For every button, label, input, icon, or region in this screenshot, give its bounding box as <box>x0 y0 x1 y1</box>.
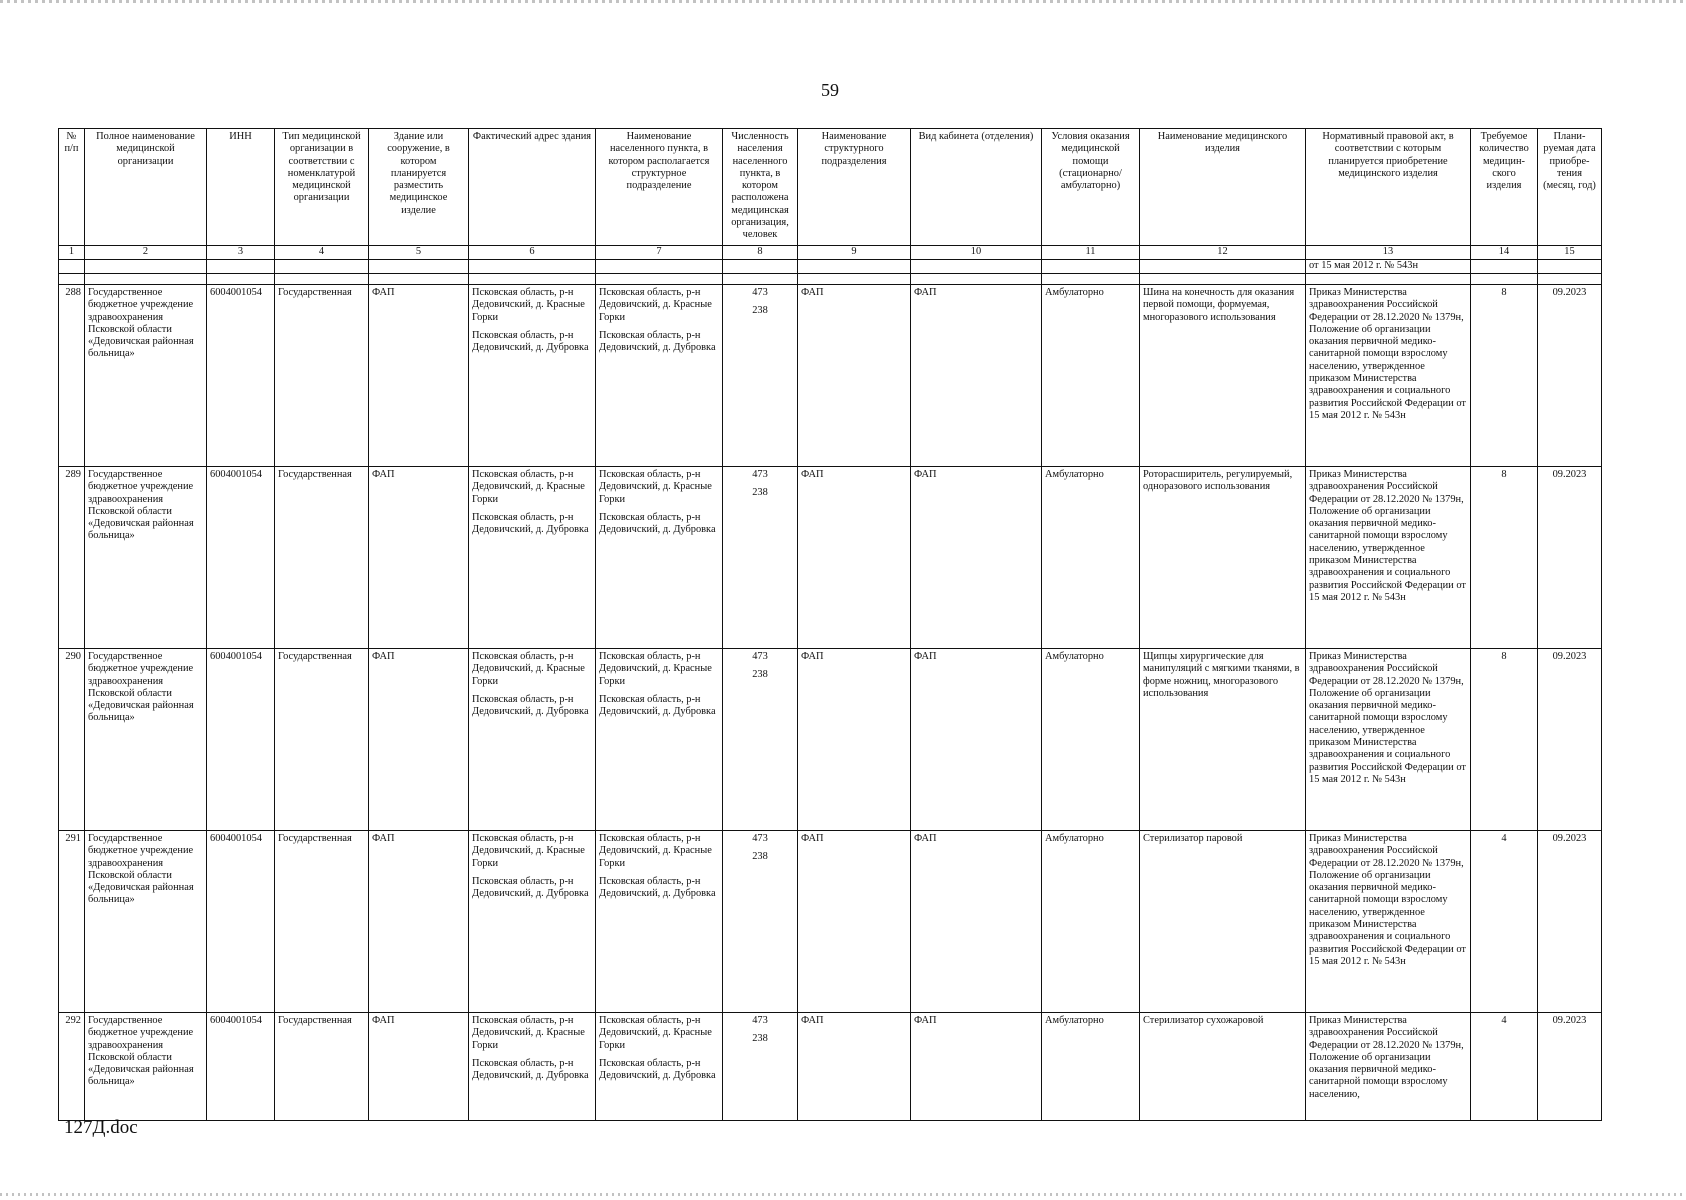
column-number-row <box>59 246 1602 260</box>
column-number: 13 <box>1306 246 1471 260</box>
table-row <box>59 831 1602 1013</box>
organization-type: Государственная <box>275 1013 369 1121</box>
column-number: 5 <box>369 246 469 260</box>
locality-line: Псковская область, р-н Дедовичский, д. Красные Горки <box>599 651 712 687</box>
address-line: Псковская область, р-н Дедовичский, д. Красные Горки <box>472 833 585 869</box>
column-number: 7 <box>596 246 723 260</box>
date-cell: 09.2023 <box>1538 649 1602 831</box>
address-cell <box>469 467 596 649</box>
organization-type: Государственная <box>275 831 369 1013</box>
column-number: 4 <box>275 246 369 260</box>
cabinet-cell: ФАП <box>911 1013 1042 1121</box>
organization-name: Государственное бюджетное учреждение здравоохранения Псковской области «Дедовичская районная больница» <box>85 831 207 1013</box>
date-cell: 09.2023 <box>1538 467 1602 649</box>
organization-type: Государственная <box>275 467 369 649</box>
address-line: Псковская область, р-н Дедовичский, д. Дубровка <box>472 511 589 536</box>
header-cell: ИНН <box>207 129 275 246</box>
column-number: 2 <box>85 246 207 260</box>
address-cell <box>469 1013 596 1121</box>
locality-line: Псковская область, р-н Дедовичский, д. Красные Горки <box>599 833 712 869</box>
locality-line: Псковская область, р-н Дедовичский, д. Дубровка <box>599 329 716 354</box>
locality-line: Псковская область, р-н Дедовичский, д. Красные Горки <box>599 287 712 323</box>
address-line: Псковская область, р-н Дедовичский, д. Дубровка <box>472 693 589 718</box>
column-number: 12 <box>1140 246 1306 260</box>
table-row <box>59 285 1602 467</box>
column-number: 8 <box>723 246 798 260</box>
conditions-cell: Амбулаторно <box>1042 285 1140 467</box>
unit-cell: ФАП <box>798 285 911 467</box>
locality-cell <box>596 467 723 649</box>
document-filename: 127Д.doc <box>64 1117 138 1138</box>
address-line: Псковская область, р-н Дедовичский, д. Дубровка <box>472 329 589 354</box>
organization-type: Государственная <box>275 285 369 467</box>
table-row <box>59 649 1602 831</box>
population-value: 473 <box>752 287 768 298</box>
carry-over-text: от 15 мая 2012 г. № 543н <box>1306 260 1471 274</box>
locality-cell <box>596 649 723 831</box>
unit-cell: ФАП <box>798 1013 911 1121</box>
column-number: 9 <box>798 246 911 260</box>
date-cell: 09.2023 <box>1538 285 1602 467</box>
legal-act: Приказ Министерства здравоохранения Российской Федерации от 28.12.2020 № 1379н, Положение об организации оказания первичной медико-санитарной помощи взрослому населению, утвержденное приказом Министерства здравоохранения и социального развития Российской Федерации от 15 мая 2012 г. № 543н <box>1306 285 1471 467</box>
scan-edge-bottom <box>0 1193 1686 1196</box>
building-cell: ФАП <box>369 467 469 649</box>
population-value: 238 <box>752 487 768 499</box>
organization-name: Государственное бюджетное учреждение здравоохранения Псковской области «Дедовичская районная больница» <box>85 1013 207 1121</box>
population-value: 238 <box>752 1033 768 1045</box>
locality-line: Псковская область, р-н Дедовичский, д. Дубровка <box>599 875 716 900</box>
legal-act: Приказ Министерства здравоохранения Российской Федерации от 28.12.2020 № 1379н, Положение об организации оказания первичной медико-санитарной помощи взрослому населению, <box>1306 1013 1471 1121</box>
column-number: 1 <box>59 246 85 260</box>
header-cell: Тип медицинской организации в соответствии с номенклатурой медицинской организации <box>275 129 369 246</box>
inn-cell: 6004001054 <box>207 467 275 649</box>
header-cell: Плани-руемая дата приобре-тения (месяц, год) <box>1538 129 1602 246</box>
header-cell: № п/п <box>59 129 85 246</box>
population-cell <box>723 467 798 649</box>
population-cell <box>723 649 798 831</box>
population-value: 238 <box>752 669 768 681</box>
inn-cell: 6004001054 <box>207 831 275 1013</box>
address-line: Псковская область, р-н Дедовичский, д. Красные Горки <box>472 1015 585 1051</box>
conditions-cell: Амбулаторно <box>1042 649 1140 831</box>
organization-type: Государственная <box>275 649 369 831</box>
header-cell: Фактический адрес здания <box>469 129 596 246</box>
device-name: Шина на конечность для оказания первой помощи, формуемая, многоразового использования <box>1140 285 1306 467</box>
population-value: 473 <box>752 469 768 480</box>
date-cell: 09.2023 <box>1538 1013 1602 1121</box>
locality-cell <box>596 285 723 467</box>
header-cell: Численность населения населенного пункта, в котором расположена медицинская организация, человек <box>723 129 798 246</box>
population-cell <box>723 1013 798 1121</box>
table-row <box>59 1013 1602 1121</box>
building-cell: ФАП <box>369 649 469 831</box>
quantity-cell: 4 <box>1471 831 1538 1013</box>
locality-line: Псковская область, р-н Дедовичский, д. Дубровка <box>599 1057 716 1082</box>
population-value: 473 <box>752 651 768 662</box>
conditions-cell: Амбулаторно <box>1042 831 1140 1013</box>
scan-edge-top <box>0 0 1686 3</box>
header-cell: Вид кабинета (отделения) <box>911 129 1042 246</box>
device-name: Щипцы хирургические для манипуляций с мягкими тканями, в форме ножниц, многоразового использования <box>1140 649 1306 831</box>
address-cell <box>469 285 596 467</box>
spacer-row <box>59 274 1602 285</box>
cabinet-cell: ФАП <box>911 285 1042 467</box>
inn-cell: 6004001054 <box>207 1013 275 1121</box>
address-line: Псковская область, р-н Дедовичский, д. Красные Горки <box>472 469 585 505</box>
unit-cell: ФАП <box>798 831 911 1013</box>
row-number: 292 <box>59 1013 85 1121</box>
building-cell: ФАП <box>369 285 469 467</box>
unit-cell: ФАП <box>798 649 911 831</box>
address-line: Псковская область, р-н Дедовичский, д. Дубровка <box>472 1057 589 1082</box>
address-line: Псковская область, р-н Дедовичский, д. Красные Горки <box>472 651 585 687</box>
row-number: 290 <box>59 649 85 831</box>
quantity-cell: 8 <box>1471 467 1538 649</box>
unit-cell: ФАП <box>798 467 911 649</box>
cabinet-cell: ФАП <box>911 467 1042 649</box>
address-line: Псковская область, р-н Дедовичский, д. Дубровка <box>472 875 589 900</box>
device-name: Стерилизатор паровой <box>1140 831 1306 1013</box>
organization-name: Государственное бюджетное учреждение здравоохранения Псковской области «Дедовичская районная больница» <box>85 649 207 831</box>
table-row <box>59 467 1602 649</box>
header-cell: Нормативный правовой акт, в соответствии с которым планируется приобретение медицинского изделия <box>1306 129 1471 246</box>
locality-line: Псковская область, р-н Дедовичский, д. Дубровка <box>599 693 716 718</box>
column-number: 15 <box>1538 246 1602 260</box>
page-number: 59 <box>821 80 839 100</box>
conditions-cell: Амбулаторно <box>1042 1013 1140 1121</box>
legal-act: Приказ Министерства здравоохранения Российской Федерации от 28.12.2020 № 1379н, Положение об организации оказания первичной медико-санитарной помощи взрослому населению, утвержденное приказом Министерства здравоохранения и социального развития Российской Федерации от 15 мая 2012 г. № 543н <box>1306 467 1471 649</box>
building-cell: ФАП <box>369 831 469 1013</box>
cabinet-cell: ФАП <box>911 649 1042 831</box>
address-line: Псковская область, р-н Дедовичский, д. Красные Горки <box>472 287 585 323</box>
legal-act: Приказ Министерства здравоохранения Российской Федерации от 28.12.2020 № 1379н, Положение об организации оказания первичной медико-санитарной помощи взрослому населению, утвержденное приказом Министерства здравоохранения и социального развития Российской Федерации от 15 мая 2012 г. № 543н <box>1306 649 1471 831</box>
organization-name: Государственное бюджетное учреждение здравоохранения Псковской области «Дедовичская районная больница» <box>85 285 207 467</box>
header-row <box>59 129 1602 246</box>
quantity-cell: 4 <box>1471 1013 1538 1121</box>
device-name: Стерилизатор сухожаровой <box>1140 1013 1306 1121</box>
header-cell: Полное наименование медицинской организации <box>85 129 207 246</box>
population-cell <box>723 285 798 467</box>
column-number: 3 <box>207 246 275 260</box>
population-cell <box>723 831 798 1013</box>
population-value: 238 <box>752 851 768 863</box>
device-name: Роторасширитель, регулируемый, одноразового использования <box>1140 467 1306 649</box>
locality-cell <box>596 1013 723 1121</box>
population-value: 473 <box>752 1015 768 1026</box>
date-cell: 09.2023 <box>1538 831 1602 1013</box>
inn-cell: 6004001054 <box>207 285 275 467</box>
address-cell <box>469 649 596 831</box>
device-register-table <box>58 128 1602 1121</box>
legal-act: Приказ Министерства здравоохранения Российской Федерации от 28.12.2020 № 1379н, Положение об организации оказания первичной медико-санитарной помощи взрослому населению, утвержденное приказом Министерства здравоохранения и социального развития Российской Федерации от 15 мая 2012 г. № 543н <box>1306 831 1471 1013</box>
column-number: 11 <box>1042 246 1140 260</box>
locality-cell <box>596 831 723 1013</box>
column-number: 10 <box>911 246 1042 260</box>
header-cell: Требуемое количество медицин-ского изделия <box>1471 129 1538 246</box>
quantity-cell: 8 <box>1471 285 1538 467</box>
quantity-cell: 8 <box>1471 649 1538 831</box>
population-value: 238 <box>752 305 768 317</box>
header-cell: Здание или сооружение, в котором планируется разместить медицинское изделие <box>369 129 469 246</box>
conditions-cell: Амбулаторно <box>1042 467 1140 649</box>
row-number: 289 <box>59 467 85 649</box>
row-number: 291 <box>59 831 85 1013</box>
locality-line: Псковская область, р-н Дедовичский, д. Красные Горки <box>599 469 712 505</box>
address-cell <box>469 831 596 1013</box>
header-cell: Наименование структурного подразделения <box>798 129 911 246</box>
header-cell: Наименование населенного пункта, в котором располагается структурное подразделение <box>596 129 723 246</box>
column-number: 6 <box>469 246 596 260</box>
organization-name: Государственное бюджетное учреждение здравоохранения Псковской области «Дедовичская районная больница» <box>85 467 207 649</box>
locality-line: Псковская область, р-н Дедовичский, д. Красные Горки <box>599 1015 712 1051</box>
header-cell: Условия оказания медицинской помощи (стационарно/ амбулаторно) <box>1042 129 1140 246</box>
row-number: 288 <box>59 285 85 467</box>
cabinet-cell: ФАП <box>911 831 1042 1013</box>
column-number: 14 <box>1471 246 1538 260</box>
header-cell: Наименование медицинского изделия <box>1140 129 1306 246</box>
population-value: 473 <box>752 833 768 844</box>
inn-cell: 6004001054 <box>207 649 275 831</box>
building-cell: ФАП <box>369 1013 469 1121</box>
carry-over-row <box>59 260 1602 274</box>
locality-line: Псковская область, р-н Дедовичский, д. Дубровка <box>599 511 716 536</box>
